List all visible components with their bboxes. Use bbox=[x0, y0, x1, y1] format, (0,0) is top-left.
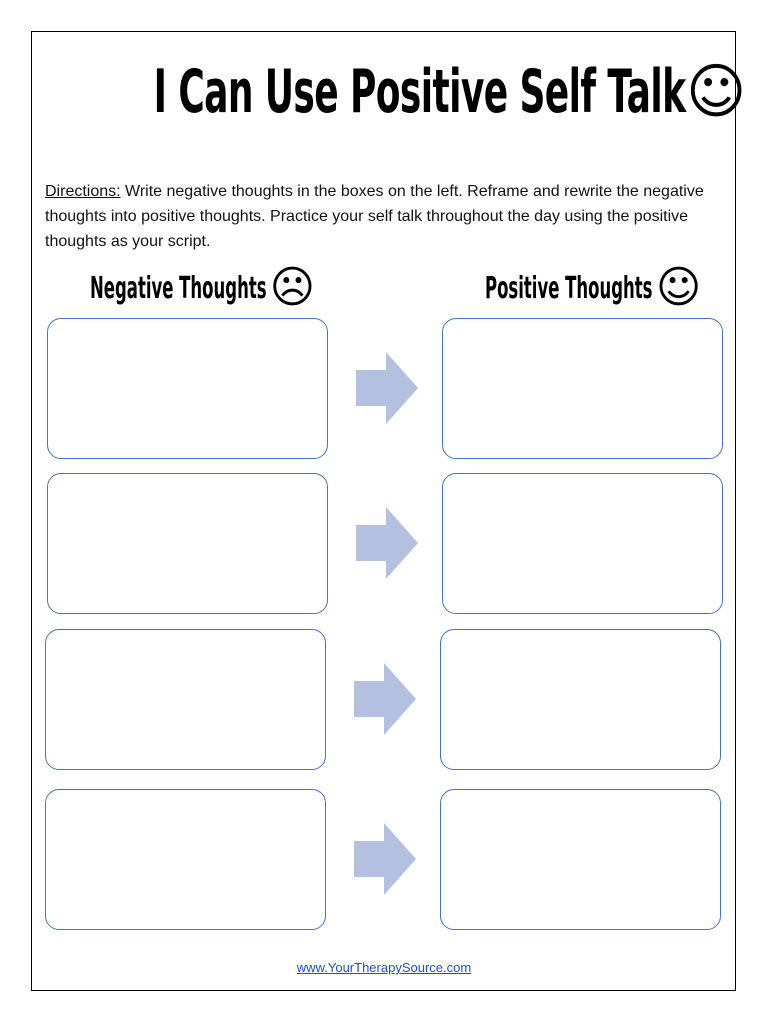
directions-text bbox=[45, 179, 725, 254]
right-arrow-icon bbox=[356, 352, 418, 424]
negative-thought-box-1[interactable] bbox=[47, 318, 328, 459]
smiley-face-icon: ☺ bbox=[686, 57, 746, 127]
website-link[interactable]: www.YourTherapySource.com bbox=[296, 960, 472, 975]
negative-thought-box-2[interactable] bbox=[47, 473, 328, 614]
positive-thoughts-heading bbox=[485, 262, 702, 315]
frowning-face-icon: ☹ bbox=[269, 262, 316, 313]
directions-label: Directions: bbox=[45, 183, 121, 200]
page-title bbox=[153, 52, 746, 132]
right-arrow-icon bbox=[354, 823, 416, 895]
negative-thoughts-label: Negative Thoughts bbox=[90, 271, 267, 306]
positive-thought-box-3[interactable] bbox=[440, 629, 721, 770]
footer bbox=[0, 960, 768, 975]
right-arrow-icon bbox=[354, 663, 416, 735]
positive-thought-box-1[interactable] bbox=[442, 318, 723, 459]
smiling-face-icon: ☺ bbox=[655, 262, 702, 313]
positive-thought-box-2[interactable] bbox=[442, 473, 723, 614]
positive-thought-box-4[interactable] bbox=[440, 789, 721, 930]
right-arrow-icon bbox=[356, 507, 418, 579]
negative-thoughts-heading bbox=[90, 262, 316, 315]
title-text: I Can Use Positive Self Talk bbox=[153, 57, 686, 127]
negative-thought-box-3[interactable] bbox=[45, 629, 326, 770]
directions-body: Write negative thoughts in the boxes on the left. Reframe and rewrite the negative thoughts into positive thoughts. Practice your self talk throughout the day using the positive thoughts as your script. bbox=[45, 183, 704, 250]
negative-thought-box-4[interactable] bbox=[45, 789, 326, 930]
positive-thoughts-label: Positive Thoughts bbox=[485, 271, 653, 306]
